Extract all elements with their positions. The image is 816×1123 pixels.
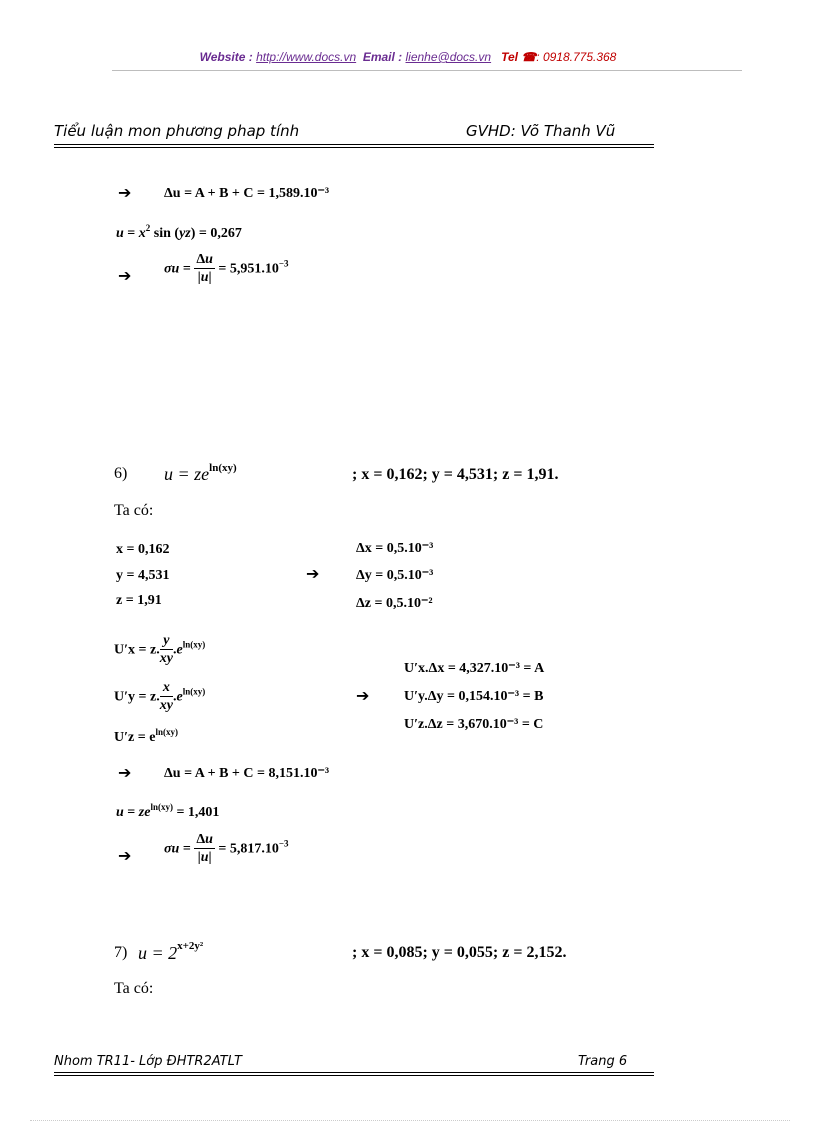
arrow-icon: ➔ bbox=[118, 763, 132, 782]
s6-rel-value: = 5,817.10 bbox=[218, 841, 279, 857]
s6-formula-exp: ln(xy) bbox=[209, 462, 237, 474]
s6-formula bbox=[164, 462, 237, 485]
arrow-icon: ➔ bbox=[306, 564, 320, 583]
s6-delta-z: Δz = 0,5.10⁻² bbox=[356, 596, 433, 611]
s5-relative-error: σu = $\frac{\Delta u}{|u|}$ = $5,951.10^{-3}$ bbox=[164, 252, 289, 285]
s7-formula-exp: x+2y² bbox=[177, 940, 204, 952]
s6-product-a: U′x.Δx = 4,327.10⁻³ = A bbox=[404, 661, 545, 676]
s5-rel-exp: −3 bbox=[278, 258, 289, 269]
s6-var-z: z = 1,91 bbox=[116, 593, 162, 608]
s6-ta-co: Ta có: bbox=[114, 502, 154, 519]
s6-partial-z-lhs: U′z = e bbox=[114, 730, 156, 745]
s6-partial-x-lhs: U′x = z. bbox=[114, 642, 160, 658]
email-link[interactable]: lienhe@docs.vn bbox=[405, 50, 492, 64]
s6-given: ; x = 0,162; y = 4,531; z = 1,91. bbox=[352, 466, 559, 483]
s6-product-b: U′y.Δy = 0,154.10⁻³ = B bbox=[404, 689, 544, 704]
s6-formula-base: u = ze bbox=[164, 464, 210, 484]
tel-number: : 0918.775.368 bbox=[536, 50, 617, 64]
s7-number: 7) bbox=[114, 944, 128, 961]
s7-given: ; x = 0,085; y = 0,055; z = 2,152. bbox=[352, 944, 567, 961]
arrow-icon: ➔ bbox=[118, 846, 132, 865]
arrow-icon: ➔ bbox=[356, 686, 370, 705]
top-divider bbox=[112, 70, 742, 71]
s6-var-y: y = 4,531 bbox=[116, 568, 170, 583]
s5-delta-u: Δu = A + B + C = 1,589.10⁻³ bbox=[164, 186, 330, 201]
email-label: Email bbox=[362, 50, 395, 64]
s5-rel-value: = 5,951.10 bbox=[218, 261, 279, 277]
s7-ta-co: Ta có: bbox=[114, 980, 154, 997]
s6-delta-u: Δu = A + B + C = 8,151.10⁻³ bbox=[164, 766, 330, 781]
header-title: Tiểu luận mon phương phap tính bbox=[54, 122, 300, 140]
s5-u-value: = 0,267 bbox=[198, 226, 242, 241]
footer-group: Nhom TR11- Lớp ĐHTR2ATLT bbox=[54, 1054, 242, 1069]
s6-rel-exp: −3 bbox=[278, 838, 289, 849]
tel-label: Tel ☎ bbox=[501, 50, 537, 64]
s7-formula-base: u = 2 bbox=[138, 943, 178, 963]
arrow-icon: ➔ bbox=[118, 183, 132, 202]
s6-delta-y: Δy = 0,5.10⁻³ bbox=[356, 568, 434, 583]
s6-u-value: = 1,401 bbox=[176, 805, 220, 820]
footer-rule bbox=[54, 1072, 654, 1076]
email-separator: : bbox=[394, 50, 406, 64]
arrow-icon: ➔ bbox=[118, 266, 132, 285]
s6-number: 6) bbox=[114, 465, 128, 482]
s6-relative-error: σu = $\frac{\Delta u}{|u|}$ = $5,817.10^{-3}$ bbox=[164, 832, 289, 865]
website-link[interactable]: http://www.docs.vn bbox=[256, 50, 357, 64]
website-bar bbox=[0, 50, 816, 64]
s6-partial-y: U′y = z. $\frac{x}{xy}$ $.e^{ln(xy)}$ bbox=[114, 680, 206, 713]
s6-var-x: x = 0,162 bbox=[116, 542, 170, 557]
s6-partial-x: U′x = z. $\frac{y}{xy}$ $.e^{ln(xy)}$ bbox=[114, 633, 206, 666]
s6-product-c: U′z.Δz = 3,670.10⁻³ = C bbox=[404, 717, 544, 732]
header-instructor: GVHD: Võ Thanh Vũ bbox=[466, 122, 616, 140]
s5-u-expression: $u = x^2$ sin (yz) = 0,267 bbox=[116, 223, 242, 241]
s7-formula bbox=[138, 940, 203, 964]
header-rule bbox=[54, 144, 654, 148]
page-bottom-dotted-line bbox=[30, 1120, 790, 1121]
s6-u-expression: $u = ze^{ln(xy)} = 1,401$ bbox=[116, 802, 220, 820]
s6-partial-y-lhs: U′y = z. bbox=[114, 689, 160, 705]
s6-delta-x: Δx = 0,5.10⁻³ bbox=[356, 541, 434, 556]
footer-page-number: Trang 6 bbox=[578, 1054, 628, 1069]
website-label: Website : bbox=[199, 50, 257, 64]
s6-partial-z: $U'z = e^{ln(xy)}$ bbox=[114, 727, 178, 745]
